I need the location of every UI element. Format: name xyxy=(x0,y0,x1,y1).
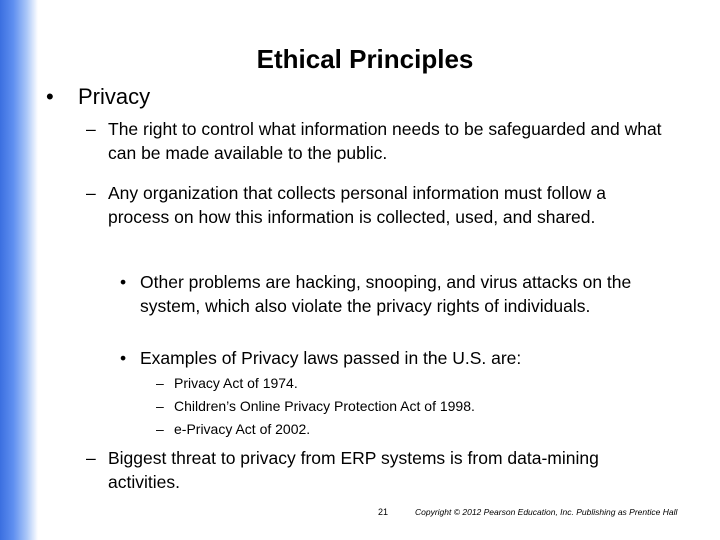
dash-icon: – xyxy=(86,119,96,139)
law-item xyxy=(156,396,475,416)
law-item xyxy=(156,419,310,439)
bullet-icon: • xyxy=(46,84,54,109)
point-organization-process xyxy=(86,181,668,229)
point-right-to-control xyxy=(86,117,668,165)
point-text: The right to control what information needs to be safeguarded and what can be made available to the public. xyxy=(108,119,662,163)
page-number: 21 xyxy=(378,507,389,517)
bullet-icon: • xyxy=(120,272,127,292)
subpoint-text: Examples of Privacy laws passed in the U.S. are: xyxy=(140,348,522,368)
subpoint-text: Other problems are hacking, snooping, and virus attacks on the system, which also violate the privacy rights of individuals. xyxy=(140,272,632,316)
dash-icon: – xyxy=(156,421,164,437)
point-text: Biggest threat to privacy from ERP systems is from data-mining activities. xyxy=(108,448,599,492)
side-gradient-bar xyxy=(0,0,38,540)
law-text: Privacy Act of 1974. xyxy=(174,375,298,391)
subpoint-other-problems xyxy=(120,270,680,318)
dash-icon: – xyxy=(86,448,96,468)
dash-icon: – xyxy=(156,398,164,414)
subpoint-privacy-laws xyxy=(120,346,680,370)
bullet-privacy xyxy=(46,84,150,110)
point-text: Any organization that collects personal information must follow a process on how this information is collected, used, and shared. xyxy=(108,183,607,227)
law-text: e-Privacy Act of 2002. xyxy=(174,421,311,437)
slide-title: Ethical Principles xyxy=(256,44,474,74)
bullet-icon: • xyxy=(120,348,127,368)
dash-icon: – xyxy=(86,183,96,203)
copyright-notice: Copyright © 2012 Pearson Education, Inc. Publishing as Prentice Hall xyxy=(415,507,678,517)
point-biggest-threat xyxy=(86,446,668,494)
law-item xyxy=(156,373,298,393)
bullet-label: Privacy xyxy=(78,84,151,109)
dash-icon: – xyxy=(156,375,164,391)
law-text: Children’s Online Privacy Protection Act of 1998. xyxy=(174,398,475,414)
